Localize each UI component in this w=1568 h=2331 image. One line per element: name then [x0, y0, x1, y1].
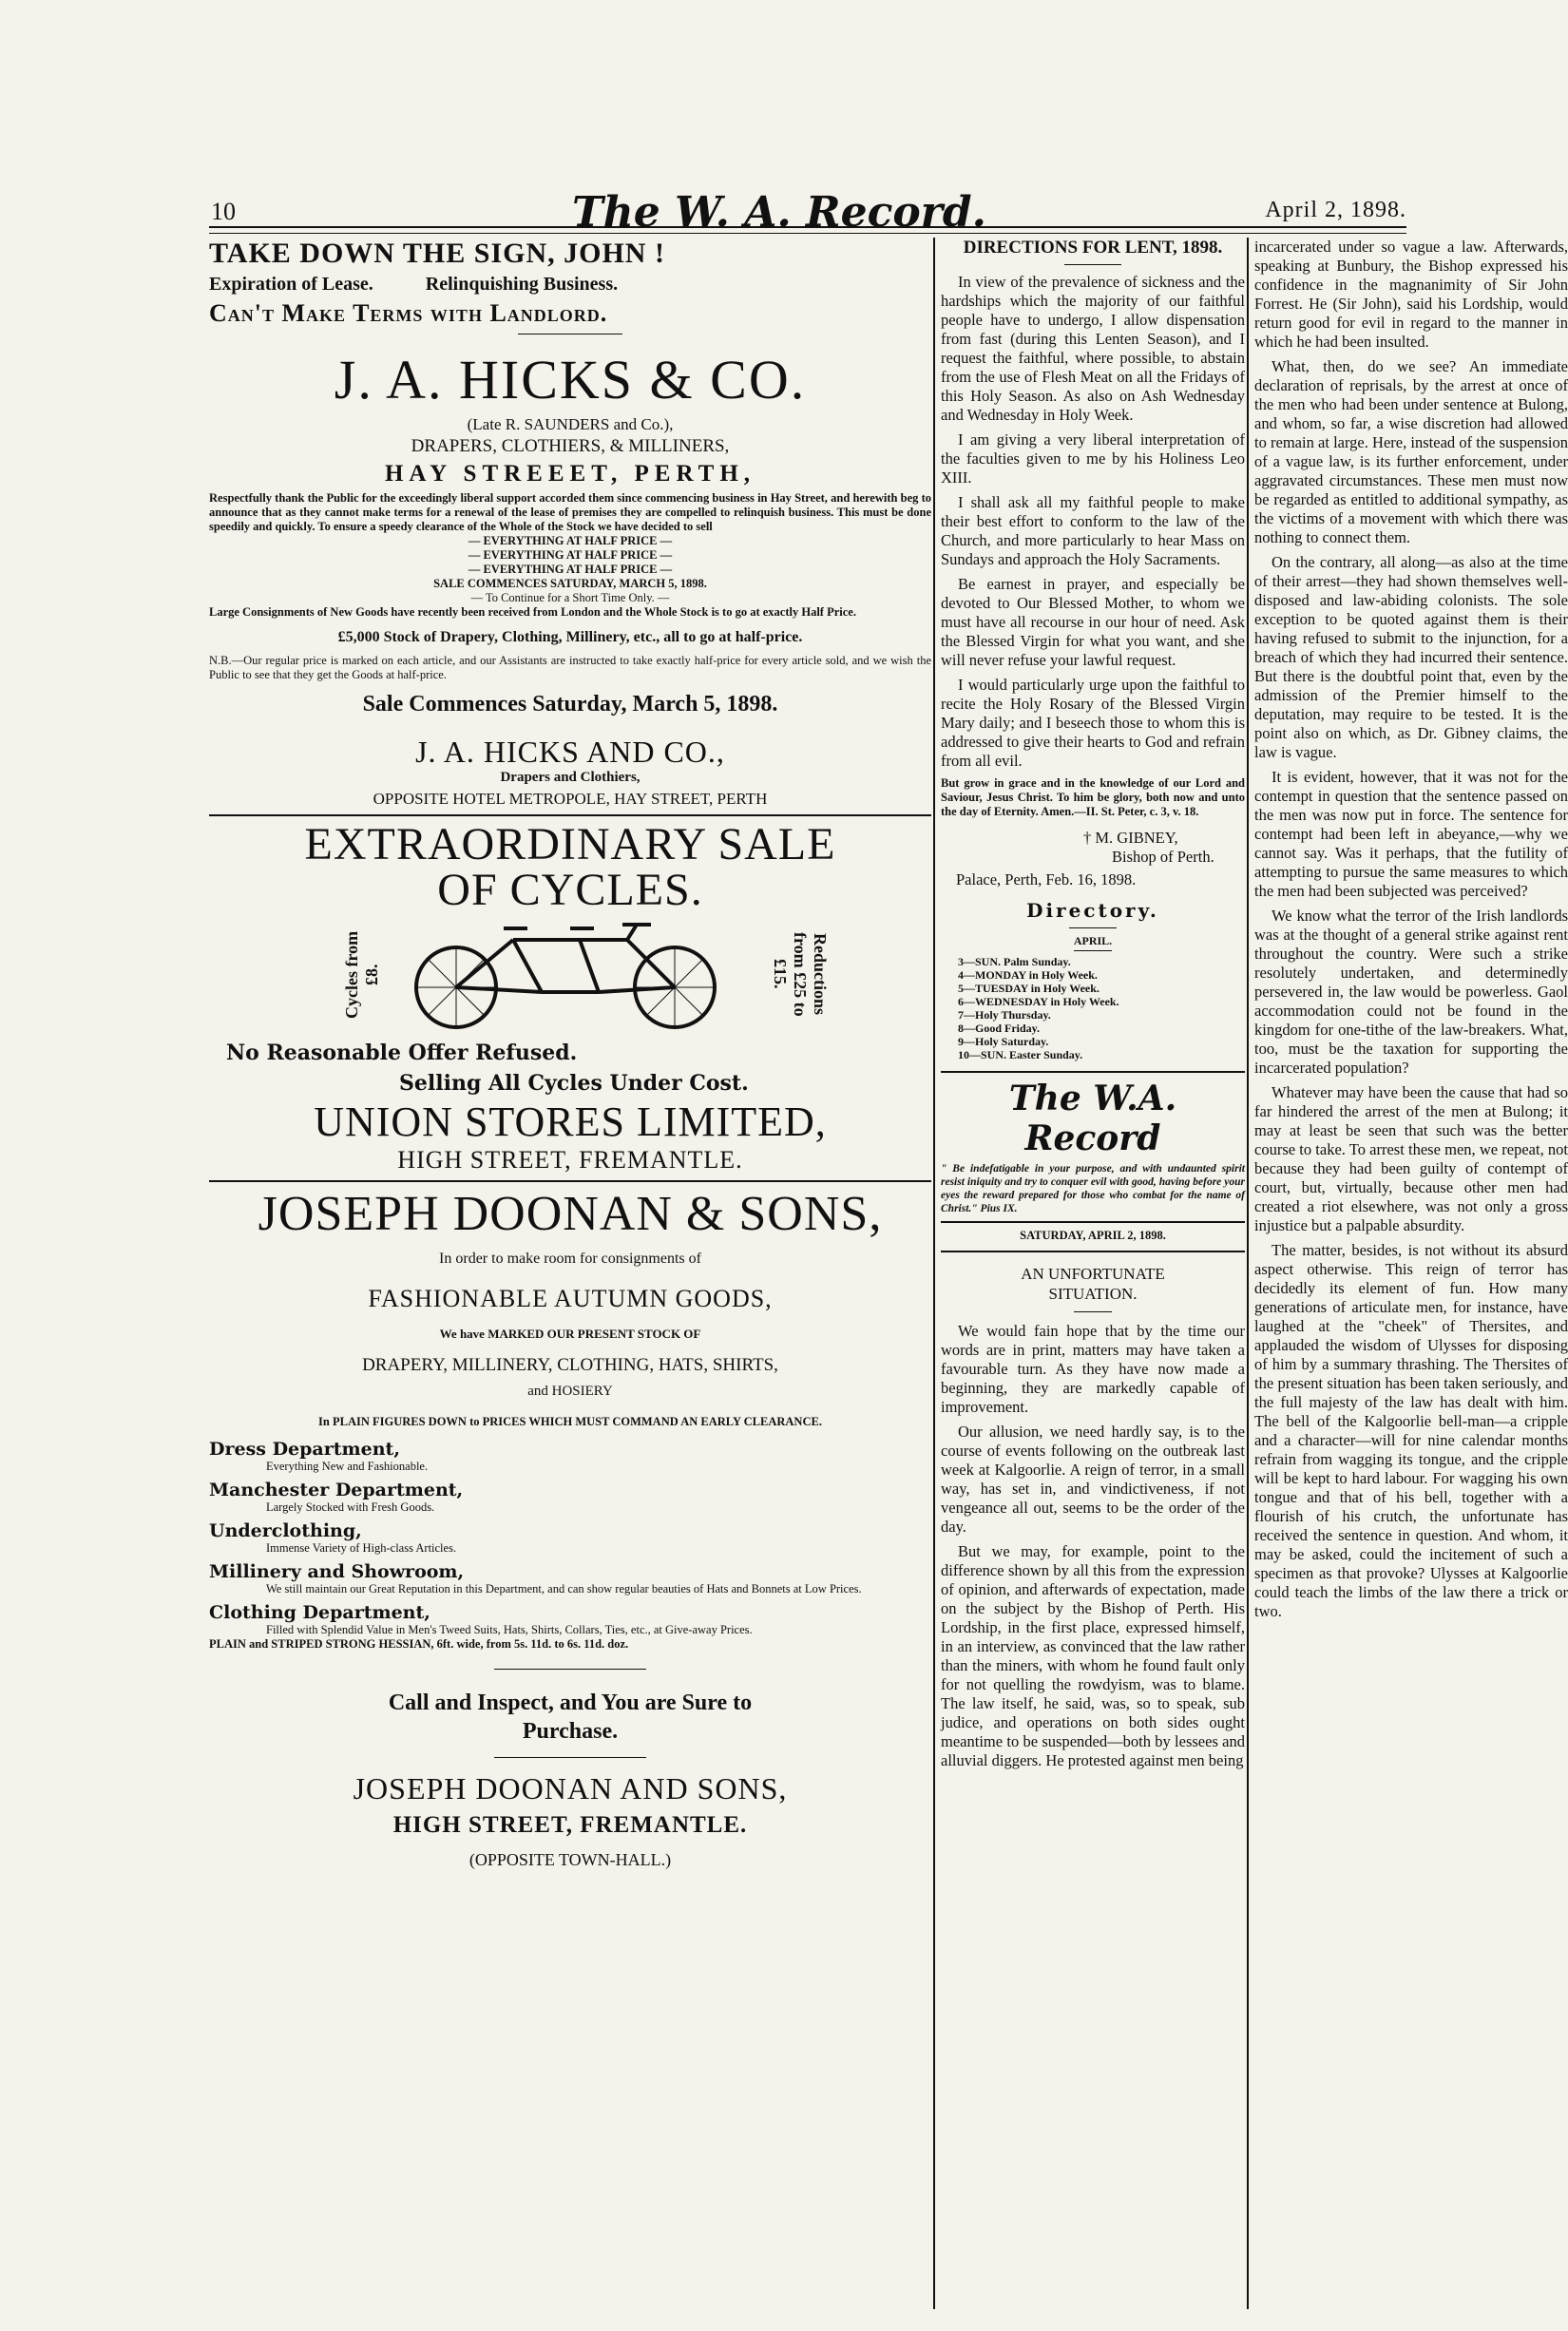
half-price-line: — EVERYTHING AT HALF PRICE — — [468, 548, 673, 562]
newspaper-page — [152, 171, 1568, 2309]
directory-item: 5—TUESDAY in Holy Week. — [958, 982, 1100, 995]
directory-month: APRIL. — [1073, 934, 1113, 947]
directory-list — [941, 955, 1245, 1061]
lent-paragraph: I shall ask all my faithful people to make their best effort to conform to the law of the Church, and more particularly to hear Mass on Sundays and approach the Holy Sacraments. — [941, 493, 1245, 568]
directory-item: 3—SUN. Palm Sunday. — [958, 955, 1071, 968]
cycles-from-label: Cycles from £8. — [342, 930, 381, 1020]
ad-divider — [209, 1180, 931, 1182]
page-header — [152, 188, 1406, 237]
department-name: Dress Department, — [209, 1439, 400, 1460]
ad-subhead — [209, 274, 931, 296]
ad-plain-figures: In PLAIN FIGURES DOWN to PRICES WHICH MUST COMMAND AN EARLY CLEARANCE. — [318, 1415, 822, 1428]
ad-subhead-left: Expiration of Lease. — [209, 274, 373, 295]
ad-goods: FASHIONABLE AUTUMN GOODS, — [368, 1285, 773, 1312]
department-item — [209, 1561, 931, 1596]
department-item — [209, 1520, 931, 1556]
department-desc: Filled with Splendid Value in Men's Tweed Suits, Hats, Shirts, Collars, Ties, etc., at Give-away Prices. — [266, 1623, 753, 1636]
firm-address: OPPOSITE HOTEL METROPOLE, HAY STREET, PERTH — [373, 790, 768, 808]
ad-headline: EXTRAORDINARY SALE — [304, 819, 836, 869]
ad-subhead-terms: Can't Make Terms with Landlord. — [209, 299, 608, 327]
department-desc: Largely Stocked with Fresh Goods. — [266, 1500, 435, 1514]
department-name: Millinery and Showroom, — [209, 1561, 465, 1582]
department-desc: Immense Variety of High-class Articles. — [266, 1541, 457, 1555]
directory-item: 8—Good Friday. — [958, 1022, 1041, 1035]
ad-paragraph: Respectfully thank the Public for the exceedingly liberal support accorded them since commencing business in Hay Street, and herewith beg to announce that as they cannot make terms for a renewal of the lease of premises they are compelled to relinquish business. This must be done speedily and quickly. To ensure a speedy clearance of the Whole of the Stock we have decided to sell — [209, 491, 931, 533]
editorial-paragraph: On the contrary, all along—as also at the time of their arrest—they had shown themselves well-disposed and law-abiding colonists. The sole exception to be quoted against them is their having refused to submit to the injunction, for a breach of which they had incurred their sentence. But there is the doubtful point that, even by the admission of the Premier himself to the deputation, may require to be tested. It is the point also on which, as Dr. Gibney claims, the law is vague. — [1254, 553, 1568, 761]
department-name: Manchester Department, — [209, 1480, 464, 1500]
section-divider — [941, 1221, 1245, 1223]
reductions-label: Reductions from £25 to £15. — [771, 931, 830, 1017]
ad-items: DRAPERY, MILLINERY, CLOTHING, HATS, SHIRTS, — [362, 1355, 778, 1375]
ad-line: No Reasonable Offer Refused. — [226, 1041, 578, 1065]
cycle-illustration-row — [209, 917, 931, 1031]
department-name: Clothing Department, — [209, 1602, 430, 1623]
directory-item: 7—Holy Thursday. — [958, 1008, 1051, 1022]
header-rule — [209, 226, 1406, 234]
firm-opposite: (OPPOSITE TOWN-HALL.) — [468, 1850, 672, 1869]
divider — [494, 1669, 646, 1670]
divider — [1074, 950, 1112, 951]
tandem-bicycle-icon — [390, 921, 741, 1031]
firm-trade-2: Drapers and Clothiers, — [500, 770, 641, 785]
call-and-inspect: Call and Inspect, and You are Sure to Purchase. — [388, 1691, 753, 1744]
department-desc: Everything New and Fashionable. — [266, 1460, 429, 1473]
ad-paragraph: Large Consignments of New Goods have recently been received from London and the Whole Stock is to go at exactly Half Price. — [209, 605, 856, 619]
ad-divider — [209, 814, 931, 816]
cycles-advertisement — [209, 819, 931, 1175]
section-divider — [941, 1251, 1245, 1252]
half-price-line: — EVERYTHING AT HALF PRICE — — [468, 534, 673, 547]
masthead-motto: " Be indefatigable in your purpose, and with undaunted spirit resist iniquity and try to conquer evil with good, having before your eyes the reward prepared for those who combat for the name of Christ." Pius IX. — [941, 1163, 1245, 1214]
signature-title: Bishop of Perth. — [1112, 848, 1214, 866]
ad-line: Selling All Cycles Under Cost. — [399, 1071, 749, 1096]
editorial-dateline: SATURDAY, APRIL 2, 1898. — [1020, 1229, 1166, 1242]
firm-name: JOSEPH DOONAN & SONS, — [258, 1187, 883, 1241]
scripture-quote: But grow in grace and in the knowledge of our Lord and Saviour, Jesus Christ. To him be glory, both now and unto the day of Eternity. Amen.—II. St. Peter, c. 3, v. 18. — [941, 776, 1245, 818]
directory-item: 9—Holy Saturday. — [958, 1035, 1049, 1048]
firm-name: J. A. HICKS & CO. — [334, 349, 807, 411]
divider — [1069, 927, 1117, 928]
divider — [494, 1757, 646, 1758]
hessian-notice: PLAIN and STRIPED STRONG HESSIAN, 6ft. wide, from 5s. 11d. to 6s. 11d. doz. — [209, 1637, 629, 1651]
department-name: Underclothing, — [209, 1520, 362, 1541]
directory-item: 6—WEDNESDAY in Holy Week. — [958, 995, 1119, 1008]
department-item — [209, 1480, 931, 1515]
divider — [1074, 1311, 1112, 1312]
lent-title: DIRECTIONS FOR LENT, 1898. — [963, 238, 1223, 258]
issue-date: April 2, 1898. — [1265, 198, 1406, 222]
lent-paragraph: I am giving a very liberal interpretation of the faculties given to me by his Holiness Leo XIII. — [941, 430, 1245, 487]
firm-trade: DRAPERS, CLOTHIERS, & MILLINERS, — [411, 436, 730, 456]
masthead: The W. A. Record. — [572, 188, 986, 237]
hicks-advertisement — [209, 238, 931, 809]
editorial-paragraph: But we may, for example, point to the difference shown by all this from the expression of opinion, and afterwards of expectation, made on the subject by the Bishop of Perth. His Lordship, in the first place, expressed himself, in an interview, as convinced that the law rather than the miners, with whom he found fault only for not quelling the rowdyism, was to blame. The law itself, he said, was, so to speak, sub judice, and operations on both sides ought meantime to be suspended—both by lessees and alluvial diggers. He protested against men being — [941, 1542, 1245, 1769]
signature-name: † M. GIBNEY, — [1083, 829, 1178, 847]
nb-notice: N.B.—Our regular price is marked on each article, and our Assistants are instructed to take exactly half-price for every article sold, and we wish the Public to see that they get the Goods at half-price. — [209, 654, 931, 681]
editorial-paragraph: The matter, besides, is not without its absurd aspect otherwise. This reign of terror has decidedly its element of fun. How many generations of articulate men, for instance, have laughed at the "cheek" of Thersites, and applauded the wisdom of Ulysses for disposing of him by a summary thrashing. The Thersites of the present situation has been taken seriously, and the full majesty of the law has dealt with him. The bell of the Kalgoorlie bell-man—a cripple and a character—will for nine calendar months refrain from wagging its tongue, and the cripple will be kept to hard labour. For wagging his own tongue and that of his bell, together with a flourish of his crutch, the unfortunate has received the sentence in question. And whom, it may be asked, could the incitement of such a specimen as that provoke? Ulysses at Kalgoorlie could teach the limbs of the law there a trick or two. — [1254, 1241, 1568, 1620]
lent-paragraph: In view of the prevalence of sickness and the hardships which the majority of our faithful people have to undergo, I allow dispensation from fast (during this Lenten Season), and I request the faithful, where possible, to abstain from the use of Flesh Meat on all the Fridays of this Holy Season. As also on Ash Wednesday and Wednesday in Holy Week. — [941, 273, 1245, 424]
lent-paragraph: I would particularly urge upon the faithful to recite the Holy Rosary of the Blessed Virgin Mary daily; and I beseech those to whom this is addressed to give their hearts to God and refrain from all evil. — [941, 676, 1245, 770]
editorial-paragraph: We know what the terror of the Irish landlords was at the thought of a general strike against rent throughout the country. Were such a strike resolutely undertaken, and determinedly persevered in, the law would be powerless. Gaol accommodation could not be found in the kingdom for one-tithe of the law-breakers. What, too, must be the taxation for supporting the incarcerated population? — [1254, 907, 1568, 1077]
column-divider — [1247, 238, 1249, 2309]
doonan-advertisement — [209, 1188, 931, 1870]
firm-name-2: JOSEPH DOONAN AND SONS, — [353, 1771, 788, 1806]
half-price-line: — EVERYTHING AT HALF PRICE — — [468, 563, 673, 576]
section-divider — [941, 1071, 1245, 1073]
department-list — [209, 1439, 931, 1637]
sale-duration: — To Continue for a Short Time Only. — — [470, 591, 670, 604]
sale-notice: SALE COMMENCES SATURDAY, MARCH 5, 1898. — [433, 577, 707, 590]
firm-formerly: (Late R. SAUNDERS and Co.), — [467, 415, 674, 433]
department-item — [209, 1439, 931, 1474]
department-item — [209, 1602, 931, 1637]
ad-headline: OF CYCLES. — [437, 865, 703, 915]
store-address: HIGH STREET, FREMANTLE. — [397, 1146, 743, 1174]
department-desc: We still maintain our Great Reputation in this Department, and can show regular beauties of Hats and Bonnets at Low Prices. — [266, 1582, 862, 1595]
editorial-paragraph: What, then, do we see? An immediate declaration of reprisals, by the arrest at once of the men who had been under sentence at Bulong, and whom, so far, a wise discretion had allowed to remain at large. Here, instead of the suspension of a vague law, is its further enforcement, under aggravated circumstances. These men must now be regarded as entitled to additional sympathy, as the victims of a movement with which there was nothing to connect them. — [1254, 357, 1568, 546]
masthead-small: The W.A. Record — [1008, 1079, 1177, 1158]
page-number: 10 — [211, 198, 236, 225]
ad-marked: We have MARKED OUR PRESENT STOCK OF — [439, 1327, 701, 1341]
ad-hosiery: and HOSIERY — [527, 1384, 613, 1399]
firm-name-2: J. A. HICKS AND CO., — [415, 735, 725, 769]
right-column — [1254, 238, 1568, 1627]
advertisements-column — [209, 238, 931, 1870]
editorial-title: AN UNFORTUNATE SITUATION. — [1021, 1265, 1165, 1303]
editorial-paragraph: Our allusion, we need hardly say, is to the course of events following on the outbreak last week at Kalgoorlie. A reign of terror, in a small way, has set in, and vindictiveness, if not vengeance all out, seems to be the order of the day. — [941, 1423, 1245, 1536]
directory-title: Directory. — [1026, 899, 1159, 922]
firm-street: HAY STREEET, PERTH, — [384, 461, 756, 487]
ad-intro: In order to make room for consignments of — [439, 1251, 701, 1267]
column-divider — [933, 238, 935, 2309]
directory-item: 10—SUN. Easter Sunday. — [958, 1048, 1083, 1061]
editorial-paragraph: incarcerated under so vague a law. Afterwards, speaking at Bunbury, the Bishop expressed his confidence in the magnanimity of Sir John Forrest. He (Sir John), said his Lordship, would return good for evil in regard to the manner in which he had been insulted. — [1254, 238, 1568, 351]
firm-street: HIGH STREET, FREMANTLE. — [392, 1812, 748, 1838]
signature-place: Palace, Perth, Feb. 16, 1898. — [956, 870, 1137, 888]
middle-column — [941, 238, 1245, 1776]
editorial-paragraph: We would fain hope that by the time our words are in print, matters may have taken a favourable turn. As they have now made a beginning, they are markedly capable of improvement. — [941, 1322, 1245, 1416]
editorial-paragraph: It is evident, however, that it was not for the contempt in question that the sentence passed on the men was now put in force. The sentence for contempt had been left in abeyance,—why we cannot say. Was it perhaps, that the futility of attempting to pursue the same measures to which the men had been subjected was perceived? — [1254, 768, 1568, 900]
store-name: UNION STORES LIMITED, — [314, 1099, 827, 1145]
sale-commences: Sale Commences Saturday, March 5, 1898. — [362, 692, 778, 716]
ad-subhead-right: Relinquishing Business. — [425, 274, 619, 295]
lent-paragraph: Be earnest in prayer, and especially be devoted to Our Blessed Mother, to whom we must have all recourse in our hour of need. Ask the Blessed Virgin for what you want, and she will never refuse your lawful request. — [941, 575, 1245, 669]
directory-item: 4—MONDAY in Holy Week. — [958, 968, 1098, 982]
divider — [1064, 264, 1121, 265]
stock-notice: £5,000 Stock of Drapery, Clothing, Millinery, etc., all to go at half-price. — [337, 629, 803, 645]
editorial-paragraph: Whatever may have been the cause that had so far hindered the arrest of the men at Bulong; it may at least be seen that such was the better course to take. To arrest these men, we repeat, not because they had been guilty of contempt of court, but, virtually, because other men had created a riot elsewhere, was not only a gross injustice but a palpable absurdity. — [1254, 1083, 1568, 1234]
ad-headline: TAKE DOWN THE SIGN, JOHN ! — [209, 238, 665, 269]
